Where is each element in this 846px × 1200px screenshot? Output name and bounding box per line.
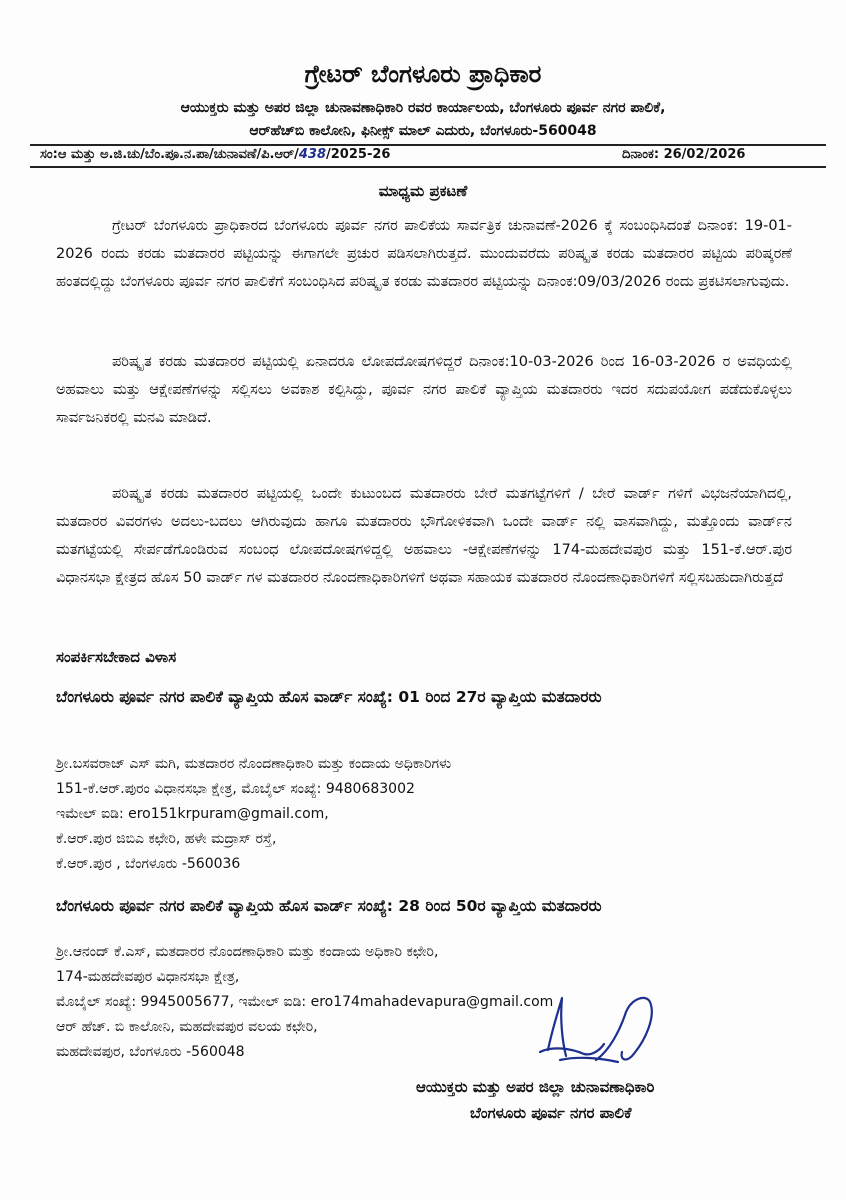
handwritten-signature bbox=[500, 990, 680, 1070]
office-address-line-2: ಆರ್‌ಹೆಚ್‌ಬಿ ಕಾಲೋನಿ, ಫಿನೀಕ್ಸ್ ಮಾಲ್ ಎದುರು, ಬೆಂಗಳೂರು-560048 bbox=[249, 123, 597, 139]
paragraph-2: ಪರಿಷ್ಕೃತ ಕರಡು ಮತದಾರರ ಪಟ್ಟಿಯಲ್ಲಿ ಏನಾದರೂ ಲೋಪದೋಷಗಳಿದ್ದರೆ ದಿನಾಂಕ:10-03-2026 ರಿಂದ 16-03-2026 ರ ಅವಧಿಯಲ್ಲಿ ಅಹವಾಲು ಮತ್ತು ಆಕ್ಷೇಪಣೆಗಳನ್ನು ಸಲ್ಲಿಸಲು ಅವಕಾಶ ಕಲ್ಪಿಸಿದ್ದು, ಪೂರ್ವ ನಗರ ಪಾಲಿಕೆ ವ್ಯಾಪ್ತಿಯ ಮತದಾರರು ಇದರ ಸದುಪಯೋಗ ಪಡೆದುಕೊಳ್ಳಲು ಸಾರ್ವಜನಿಕರಲ್ಲಿ ಮನವಿ ಮಾಡಿದೆ. bbox=[56, 354, 792, 426]
address-line: 174-ಮಹದೇವಪುರ ವಿಧಾನಸಭಾ ಕ್ಷೇತ್ರ, bbox=[56, 969, 240, 985]
paragraph-1: ಗ್ರೇಟರ್ ಬೆಂಗಳೂರು ಪ್ರಾಧಿಕಾರದ ಬೆಂಗಳೂರು ಪೂರ್ವ ನಗರ ಪಾಲಿಕೆಯ ಸಾರ್ವತ್ರಿಕ ಚುನಾವಣೆ-2026 ಕ್ಕೆ ಸಂಬಂಧಿಸಿದಂತೆ ದಿನಾಂಕ: 19-01-2026 ರಂದು ಕರಡು ಮತದಾರರ ಪಟ್ಟಿಯನ್ನು ಈಗಾಗಲೇ ಪ್ರಚುರ ಪಡಿಸಲಾಗಿರುತ್ತದೆ. ಮುಂದುವರೆದು ಪರಿಷ್ಕೃತ ಕರಡು ಮತದಾರರ ಪಟ್ಟಿಯ ಪರಿಷ್ಕರಣೆ ಹಂತದಲ್ಲಿದ್ದು ಬೆಂಗಳೂರು ಪೂರ್ವ ನಗರ ಪಾಲಿಕೆಗೆ ಸಂಬಂಧಿಸಿದ ಪರಿಷ್ಕೃತ ಕರಡು ಮತದಾರರ ಪಟ್ಟಿಯನ್ನು ದಿನಾಂಕ:09/03/2026 ರಂದು ಪ್ರಕಟಿಸಲಾಗುವುದು. bbox=[56, 218, 792, 290]
paragraph-3: ಪರಿಷ್ಕೃತ ಕರಡು ಮತದಾರರ ಪಟ್ಟಿಯಲ್ಲಿ ಒಂದೇ ಕುಟುಂಬದ ಮತದಾರರು ಬೇರೆ ಮತಗಟ್ಟೆಗಳಿಗೆ / ಬೇರೆ ವಾರ್ಡ್ ಗಳಿಗೆ ವಿಭಜನೆಯಾಗಿದಲ್ಲಿ, ಮತದಾರರ ವಿವರಗಳು ಅದಲು-ಬದಲು ಆಗಿರುವುದು ಹಾಗೂ ಮತದಾರರು ಭೌಗೋಳಿಕವಾಗಿ ಒಂದೇ ವಾರ್ಡ್ ನಲ್ಲಿ ವಾಸವಾಗಿದ್ದು, ಮತ್ತೊಂದು ವಾರ್ಡ್‌ನ ಮತಗಟ್ಟೆಯಲ್ಲಿ ಸೇರ್ಪಡೆಗೊಂಡಿರುವ ಸಂಬಂಧ ಲೋಪದೋಷಗಳಿದ್ದಲ್ಲಿ ಅಹವಾಲು -ಆಕ್ಷೇಪಣೆಗಳನ್ನು 174-ಮಹದೇವಪುರ ಮತ್ತು 151-ಕೆ.ಆರ್.ಪುರ ವಿಧಾನಸಭಾ ಕ್ಷೇತ್ರದ ಹೊಸ 50 ವಾರ್ಡ್ ಗಳ ಮತದಾರರ ನೊಂದಣಾಧಿಕಾರಿಗಳಿಗೆ ಅಥವಾ ಸಹಾಯಕ ಮತದಾರರ ನೊಂದಣಾಧಿಕಾರಿಗಳಿಗೆ ಸಲ್ಲಿಸಬಹುದಾಗಿರುತ್ತದೆ bbox=[56, 486, 792, 586]
address-line: ಮೊಬೈಲ್ ಸಂಖ್ಯೆ: 9945005677, ಇಮೇಲ್ ಐಡಿ: ero174mahadevapura@gmail.com bbox=[56, 994, 554, 1010]
address-line: ಕೆ.ಆರ್.ಪುರ ಜಿಬಿಎ ಕಛೇರಿ, ಹಳೇ ಮದ್ರಾಸ್ ರಸ್ತೆ, bbox=[56, 831, 277, 847]
reference-prefix: ಸಂ:ಆ ಮತ್ತು ಅ.ಜಿ.ಚು/ಬೆಂ.ಪೂ.ನ.ಪಾ/ಚುನಾವಣೆ/ಪಿ.ಆರ್/ bbox=[40, 147, 299, 162]
reference-number bbox=[40, 147, 390, 162]
office-address-line-1: ಆಯುಕ್ತರು ಮತ್ತು ಅಪರ ಜಿಲ್ಲಾ ಚುನಾವಣಾಧಿಕಾರಿ ರವರ ಕಾರ್ಯಾಲಯ, ಬೆಂಗಳೂರು ಪೂರ್ವ ನಗರ ಪಾಲಿಕೆ, bbox=[180, 100, 666, 116]
header-divider-top bbox=[30, 144, 826, 146]
document-date bbox=[622, 147, 745, 162]
authority-title: ಗ್ರೇಟರ್ ಬೆಂಗಳೂರು ಪ್ರಾಧಿಕಾರ bbox=[304, 60, 542, 88]
ward-group-2-address bbox=[56, 940, 796, 1065]
address-line: ಇಮೇಲ್ ಐಡಿ: ero151krpuram@gmail.com, bbox=[56, 806, 329, 822]
address-line: 151-ಕೆ.ಆರ್.ಪುರಂ ವಿಧಾನಸಭಾ ಕ್ಷೇತ್ರ, ಮೊಬೈಲ್ ಸಂಖ್ಯೆ: 9480683002 bbox=[56, 781, 415, 797]
press-release-heading: ಮಾಧ್ಯಮ ಪ್ರಕಟಣೆ bbox=[378, 182, 468, 200]
signatory-designation: ಆಯುಕ್ತರು ಮತ್ತು ಅಪರ ಜಿಲ್ಲಾ ಚುನಾವಣಾಧಿಕಾರಿ bbox=[416, 1078, 655, 1096]
address-line: ಶ್ರೀ.ಆನಂದ್ ಕೆ.ಎಸ್, ಮತದಾರರ ನೊಂದಣಾಧಿಕಾರಿ ಮತ್ತು ಕಂದಾಯ ಅಧಿಕಾರಿ ಕಛೇರಿ, bbox=[56, 944, 439, 960]
ward-group-2-heading: ಬೆಂಗಳೂರು ಪೂರ್ವ ನಗರ ಪಾಲಿಕೆ ವ್ಯಾಪ್ತಿಯ ಹೊಸ ವಾರ್ಡ್ ಸಂಖ್ಯೆ: 28 ರಿಂದ 50ರ ವ್ಯಾಪ್ತಿಯ ಮತದಾರರು bbox=[56, 897, 602, 915]
address-line: ಆರ್ ಹೆಚ್. ಬಿ ಕಾಲೋನಿ, ಮಹದೇವಪುರ ವಲಯ ಕಛೇರಿ, bbox=[56, 1019, 318, 1035]
date-label: ದಿನಾಂಕ: bbox=[622, 147, 660, 162]
address-line: ಶ್ರೀ.ಬಸವರಾಜ್ ಎಸ್ ಮಗಿ, ಮತದಾರರ ನೊಂದಣಾಧಿಕಾರಿ ಮತ್ತು ಕಂದಾಯ ಅಧಿಕಾರಿಗಳು bbox=[56, 756, 452, 772]
address-line: ಕೆ.ಆರ್.ಪುರ , ಬೆಂಗಳೂರು -560036 bbox=[56, 856, 241, 872]
header-divider-bottom bbox=[30, 166, 826, 168]
reference-suffix: /2025-26 bbox=[326, 147, 391, 162]
signatory-office: ಬೆಂಗಳೂರು ಪೂರ್ವ ನಗರ ಪಾಲಿಕೆ bbox=[470, 1104, 632, 1122]
address-line: ಮಹದೇವಪುರ, ಬೆಂಗಳೂರು -560048 bbox=[56, 1044, 245, 1060]
ward-group-1-heading: ಬೆಂಗಳೂರು ಪೂರ್ವ ನಗರ ಪಾಲಿಕೆ ವ್ಯಾಪ್ತಿಯ ಹೊಸ ವಾರ್ಡ್ ಸಂಖ್ಯೆ: 01 ರಿಂದ 27ರ ವ್ಯಾಪ್ತಿಯ ಮತದಾರರು bbox=[56, 688, 602, 706]
date-value: 26/02/2026 bbox=[663, 147, 746, 162]
contact-section-title: ಸಂಪರ್ಕಿಸಬೇಕಾದ ವಿಳಾಸ bbox=[56, 648, 177, 666]
ward-group-1-address bbox=[56, 752, 796, 877]
reference-handwritten-number: 438 bbox=[298, 147, 327, 162]
